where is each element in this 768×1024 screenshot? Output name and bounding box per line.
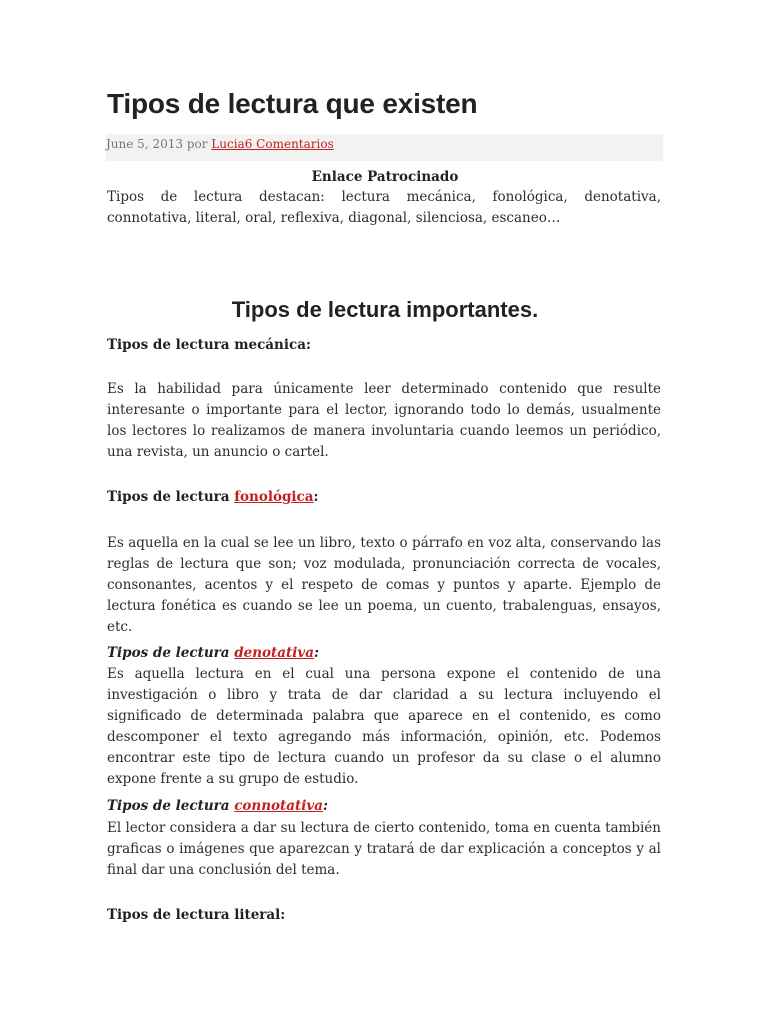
heading-denotativa [107,645,319,661]
connotativa-link[interactable]: connotativa [234,798,324,814]
post-by: por [186,137,208,151]
heading-connotativa-prefix: Tipos de lectura [107,798,235,814]
heading-connotativa [107,798,328,814]
intro-paragraph: Tipos de lectura destacan: lectura mecánica, fonológica, denotativa, connotativa, literal, oral, reflexiva, diagonal, silenciosa, escaneo… [107,189,661,226]
heading-fonologica-suffix: : [313,489,319,505]
section-title: Tipos de lectura importantes. [231,297,539,322]
post-meta [106,134,663,161]
fonologica-link[interactable]: fonológica [234,489,314,505]
heading-fonologica-prefix: Tipos de lectura [107,489,235,505]
paragraph-denotativa: Es aquella lectura en el cual una persona expone el contenido de una investigación o libro y trata de dar claridad a su lectura incluyendo el significado de determinada palabra que aparece en el contenido, es como descomponer el texto agregando más información, opinión, etc. Podemos encontrar este tipo de lectura cuando un profesor da su clase o el alumno expone frente a su grupo de estudio. [107,666,661,787]
sponsored-link-label: Enlace Patrocinado [311,169,459,185]
heading-denotativa-suffix: : [314,645,319,661]
heading-fonologica [107,489,319,505]
author-link[interactable]: Lucia [211,137,245,151]
heading-mecanica: Tipos de lectura mecánica: [107,337,311,353]
paragraph-fonologica: Es aquella en la cual se lee un libro, texto o párrafo en voz alta, conservando las reglas de lectura que son; voz modulada, pronunciación correcta de vocales, consonantes, acentos y el respeto de comas y puntos y aparte. Ejemplo de lectura fonética es cuando se lee un poema, un cuento, trabalenguas, ensayos, etc. [107,535,661,635]
post-date: June 5, 2013 [106,137,183,151]
article-title: Tipos de lectura que existen [107,88,478,119]
heading-denotativa-prefix: Tipos de lectura [107,645,235,661]
comments-link[interactable]: 6 Comentarios [244,137,334,151]
paragraph-mecanica: Es la habilidad para únicamente leer determinado contenido que resulte interesante o importante para el lector, ignorando todo lo demás, usualmente los lectores lo realizamos de manera involuntaria cuando leemos un periódico, una revista, un anuncio o cartel. [107,381,661,460]
denotativa-link[interactable]: denotativa [234,645,314,661]
heading-connotativa-suffix: : [323,798,328,814]
heading-literal: Tipos de lectura literal: [107,907,286,923]
paragraph-connotativa: El lector considera a dar su lectura de cierto contenido, toma en cuenta también graficas o imágenes que aparezcan y tratará de dar explicación a conceptos y al final dar una conclusión del tema. [107,820,661,878]
